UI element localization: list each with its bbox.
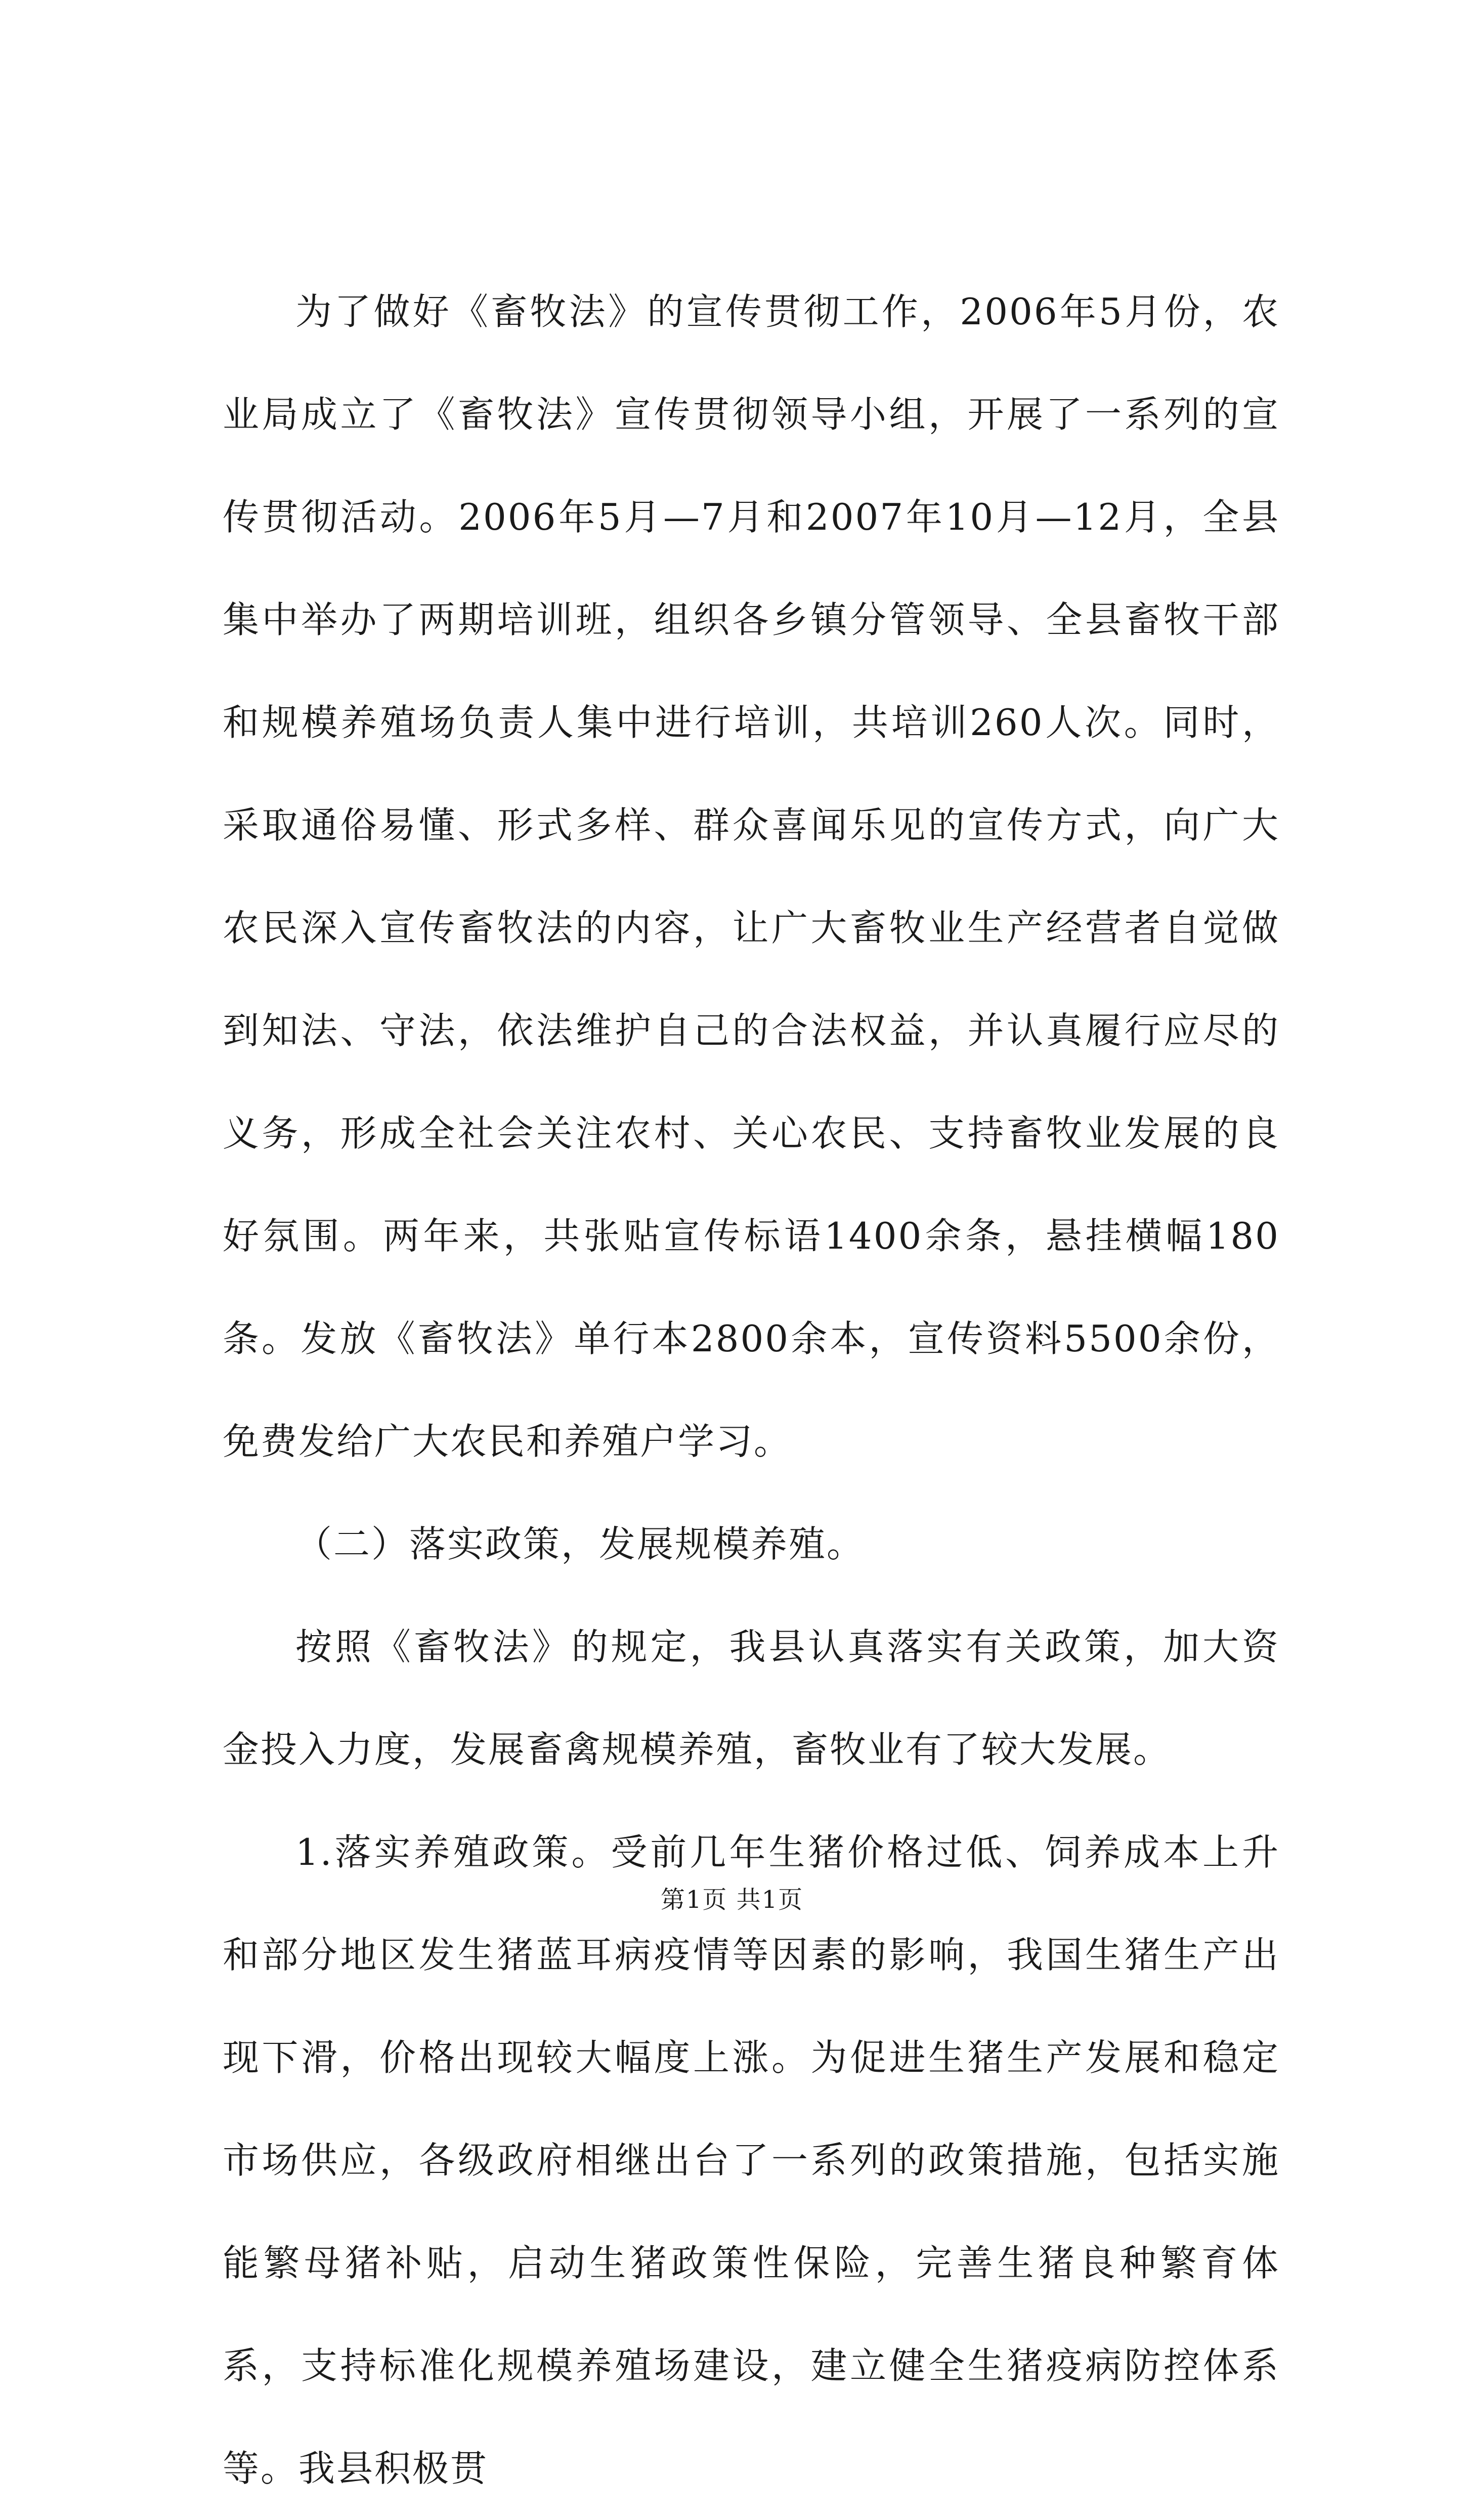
page-footer: 第1页 共1页 [660, 1886, 804, 1914]
paragraph-propaganda: 为了做好《畜牧法》的宣传贯彻工作，2006年5月份，农业局成立了《畜牧法》宣传贯彻领导小组，开展了一系列的宣传贯彻活动。2006年5月—7月和2007年10月—12月，全县集中举办了两期培训班，组织各乡镇分管领导、全县畜牧干部和规模养殖场负责人集中进行培训，共培训260人次。同时，采取通俗易懂、形式多样、群众喜闻乐见的宣传方式，向广大农民深入宣传畜牧法的内容，让广大畜牧业生产经营者自觉做到知法、守法，依法维护自己的合法权益，并认真履行应尽的义务，形成全社会关注农村、关心农民、支持畜牧业发展的良好氛围。两年来，共张贴宣传标语1400余条，悬挂横幅180条。发放《畜牧法》单行本2800余本，宣传资料5500余份，免费发给广大农民和养殖户学习。 [223, 290, 1280, 1463]
document-body [223, 261, 1280, 2520]
paragraph-breeding-policy: 1.落实养殖政策。受前几年生猪价格过低、饲养成本上升和部分地区发生猪蓝耳病疫情等因素的影响，我国生猪生产出现下滑，价格出现较大幅度上涨。为促进生猪生产发展和稳定市场供应，各级政府相继出台了一系列的政策措施，包括实施能繁母猪补贴，启动生猪政策性保险，完善生猪良种繁育体系，支持标准化规模养殖场建设，建立健全生猪疫病防控体系等。我县积极贯 [223, 1831, 1280, 2490]
paragraph-policy-intro: 按照《畜牧法》的规定，我县认真落实有关政策，加大资金投入力度，发展畜禽规模养殖，畜牧业有了较大发展。 [223, 1626, 1280, 1771]
section-heading-policy: （二）落实政策，发展规模养殖。 [295, 1523, 865, 1565]
